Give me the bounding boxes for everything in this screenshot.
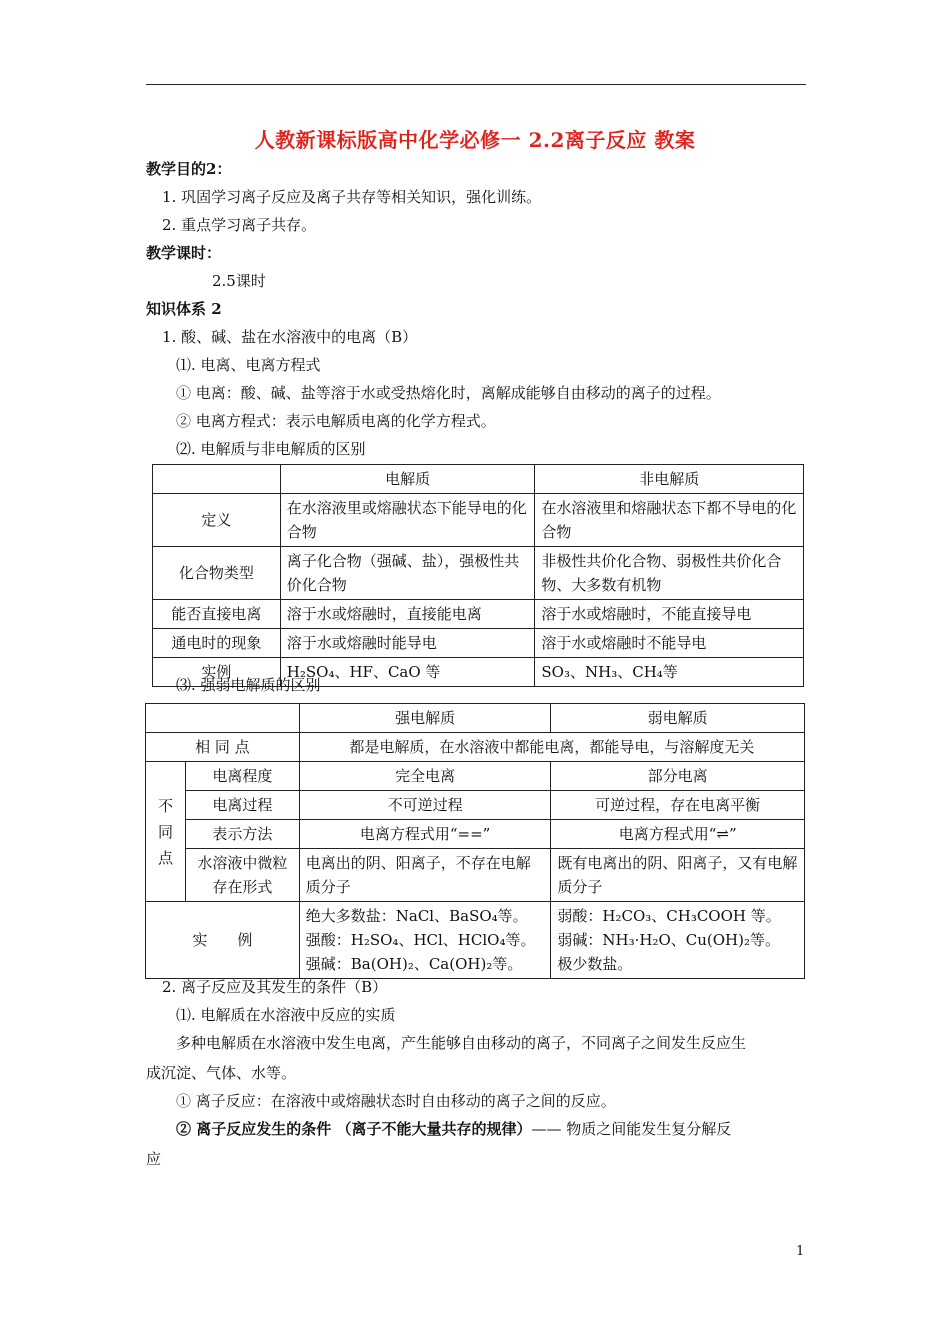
section-1-title: 1. 酸、碱、盐在水溶液中的电离（B） <box>162 328 418 346</box>
table-cell: 既有电离出的阴、阳离子，又有电解质分子 <box>551 849 805 902</box>
table-row <box>153 494 804 547</box>
section-1-item-2: ② 电离方程式：表示电解质电离的化学方程式。 <box>176 412 496 430</box>
table-cell: 溶于水或熔融时，不能直接导电 <box>535 600 804 629</box>
row-label: 实 例 <box>146 902 300 979</box>
objectives-heading: 教学目的2： <box>146 160 232 178</box>
table-cell <box>551 902 805 979</box>
section-1-sub-1: ⑴. 电离、电离方程式 <box>176 356 321 374</box>
hours-value: 2.5课时 <box>212 272 266 290</box>
table-header-cell: 强电解质 <box>299 704 551 733</box>
table-row <box>153 629 804 658</box>
table-cell: 溶于水或熔融时能导电 <box>280 629 535 658</box>
example-line: 弱酸：H₂CO₃、CH₃COOH 等。 <box>557 907 781 925</box>
table-cell: 电离出的阴、阳离子，不存在电解质分子 <box>299 849 551 902</box>
table-row <box>146 791 805 820</box>
row-label: 水溶液中微粒存在形式 <box>185 849 299 902</box>
section-1-sub-2: ⑵. 电解质与非电解质的区别 <box>176 440 366 458</box>
row-label: 实例 <box>153 658 281 687</box>
table-cell <box>153 465 281 494</box>
section-2-item-2 <box>176 1118 731 1139</box>
table-cell: 电离方程式用“==” <box>299 820 551 849</box>
row-label: 相 同 点 <box>146 733 300 762</box>
table-cell: 部分电离 <box>551 762 805 791</box>
table-row <box>146 704 805 733</box>
electrolyte-table <box>152 464 804 687</box>
page-number: 1 <box>796 1244 805 1259</box>
section-2-item-2-rest: —— 物质之间能发生复分解反 <box>531 1120 732 1138</box>
table-row <box>146 820 805 849</box>
knowledge-heading: 知识体系 2 <box>146 300 222 318</box>
header-rule <box>146 84 806 85</box>
table-row <box>146 733 805 762</box>
section-2-paragraph-line-2: 成沉淀、气体、水等。 <box>146 1064 297 1082</box>
table-cell <box>146 704 300 733</box>
section-2-item-2-line-2: 应 <box>146 1150 162 1168</box>
section-2-sub-1: ⑴. 电解质在水溶液中反应的实质 <box>176 1006 396 1024</box>
section-2-item-2-bold: ② 离子反应发生的条件 （离子不能大量共存的规律） <box>176 1120 532 1138</box>
vertical-label: 不同点 <box>157 796 173 867</box>
table-row <box>146 849 805 902</box>
row-label: 定义 <box>153 494 281 547</box>
table-cell: 不可逆过程 <box>299 791 551 820</box>
table-cell: 溶于水或熔融时，直接能电离 <box>280 600 535 629</box>
table-cell: 都是电解质，在水溶液中都能电离，都能导电，与溶解度无关 <box>299 733 804 762</box>
page-title: 人教新课标版高中化学必修一 2.2离子反应 教案 <box>254 128 696 152</box>
example-line: 绝大多数盐：NaCl、BaSO₄等。 <box>305 907 528 925</box>
example-line: 弱碱：NH₃·H₂O、Cu(OH)₂等。 <box>557 931 780 949</box>
table-cell: 在水溶液里或熔融状态下能导电的化合物 <box>280 494 535 547</box>
table-cell <box>299 902 551 979</box>
row-label: 能否直接电离 <box>153 600 281 629</box>
table-cell: 溶于水或熔融时不能导电 <box>535 629 804 658</box>
section-2-paragraph-line-1: 多种电解质在水溶液中发生电离，产生能够自由移动的离子，不同离子之间发生反应生 <box>176 1034 747 1052</box>
table-cell: 完全电离 <box>299 762 551 791</box>
row-group-label <box>146 762 186 902</box>
table-cell: 非极性共价化合物、弱极性共价化合物、大多数有机物 <box>535 547 804 600</box>
example-line: 强碱：Ba(OH)₂、Ca(OH)₂等。 <box>305 955 523 973</box>
objective-2: 2. 重点学习离子共存。 <box>162 216 317 234</box>
table-cell: H₂SO₄、HF、CaO 等 <box>280 658 535 687</box>
hours-heading: 教学课时： <box>146 244 222 262</box>
section-1-sub-3: ⑶. 强弱电解质的区别 <box>176 676 321 694</box>
row-label: 电离过程 <box>185 791 299 820</box>
table-row <box>146 762 805 791</box>
example-line: 极少数盐。 <box>557 955 633 973</box>
strong-weak-table <box>145 703 805 979</box>
table-cell: 离子化合物（强碱、盐），强极性共价化合物 <box>280 547 535 600</box>
table-row <box>153 547 804 600</box>
row-label: 通电时的现象 <box>153 629 281 658</box>
table-row <box>146 902 805 979</box>
row-label: 化合物类型 <box>153 547 281 600</box>
table-header-cell: 非电解质 <box>535 465 804 494</box>
row-label: 电离程度 <box>185 762 299 791</box>
table-header-cell: 弱电解质 <box>551 704 805 733</box>
table-cell: 可逆过程，存在电离平衡 <box>551 791 805 820</box>
table-cell: SO₃、NH₃、CH₄等 <box>535 658 804 687</box>
row-label: 表示方法 <box>185 820 299 849</box>
objective-1: 1. 巩固学习离子反应及离子共存等相关知识，强化训练。 <box>162 188 542 206</box>
table-cell: 在水溶液里和熔融状态下都不导电的化合物 <box>535 494 804 547</box>
section-2-title: 2. 离子反应及其发生的条件（B） <box>162 978 388 996</box>
table-header-cell: 电解质 <box>280 465 535 494</box>
table-row <box>153 465 804 494</box>
table-cell: 电离方程式用“⇌” <box>551 820 805 849</box>
section-2-item-1: ① 离子反应：在溶液中或熔融状态时自由移动的离子之间的反应。 <box>176 1092 616 1110</box>
table-row <box>153 600 804 629</box>
example-line: 强酸：H₂SO₄、HCl、HClO₄等。 <box>305 931 536 949</box>
section-1-item-1: ① 电离：酸、碱、盐等溶于水或受热熔化时，离解成能够自由移动的离子的过程。 <box>176 384 721 402</box>
